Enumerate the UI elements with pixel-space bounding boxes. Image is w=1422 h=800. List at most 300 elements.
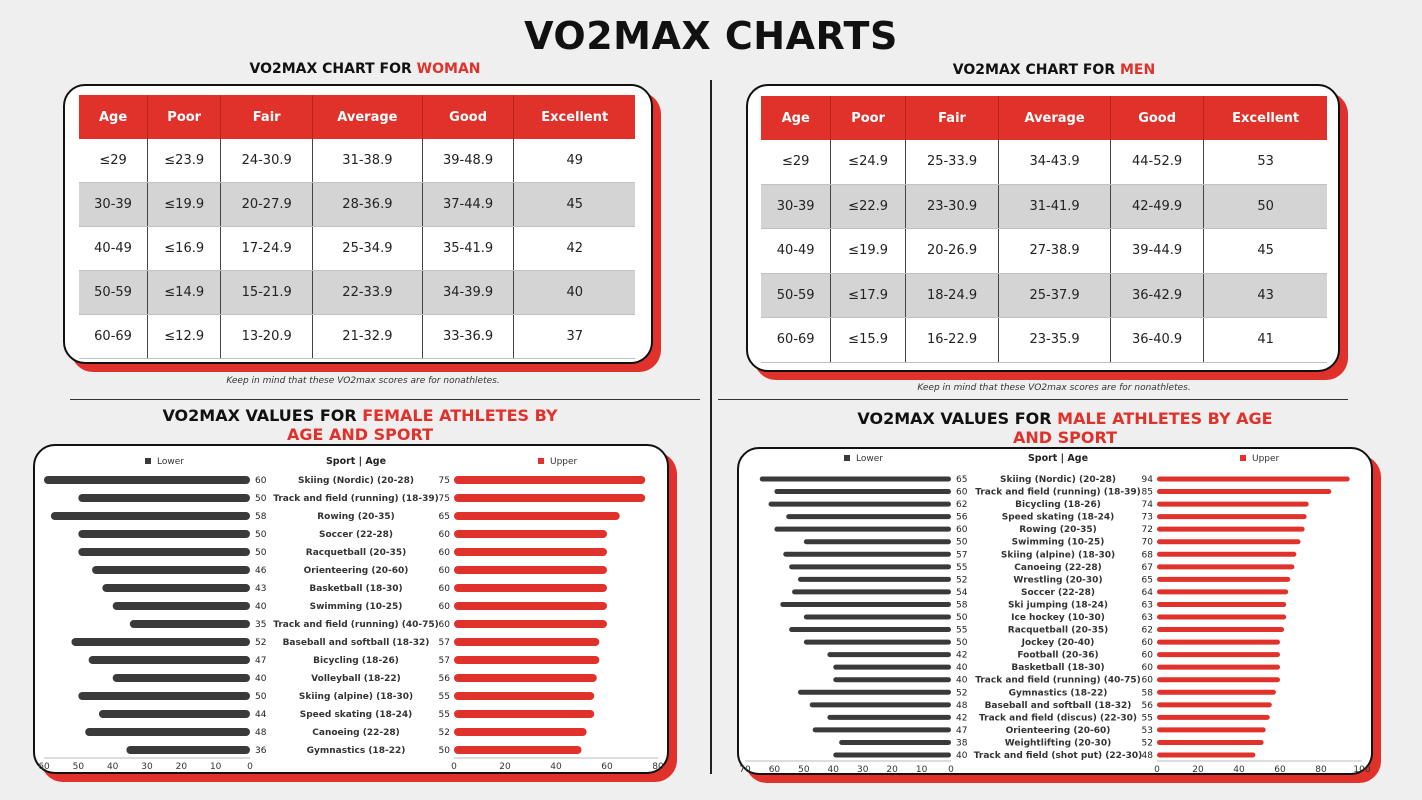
upper-bar — [1157, 552, 1296, 557]
upper-bar — [454, 566, 607, 574]
upper-bar — [1157, 489, 1331, 494]
table-cell: 25-33.9 — [905, 140, 998, 184]
table-cell: ≤12.9 — [148, 315, 221, 359]
table-header-poor: Poor — [148, 95, 221, 139]
upper-bar — [454, 530, 607, 538]
lower-value-label: 40 — [956, 663, 968, 674]
upper-bar — [454, 602, 607, 610]
lower-value-label: 58 — [956, 600, 968, 611]
upper-bar — [454, 584, 607, 592]
upper-axis-tick: 60 — [601, 762, 613, 772]
table-cell: 15-21.9 — [221, 271, 313, 315]
lower-value-label: 58 — [255, 512, 267, 522]
lower-value-label: 55 — [956, 625, 968, 636]
upper-bar — [1157, 665, 1280, 670]
table-cell: 13-20.9 — [221, 315, 313, 359]
center-divider — [710, 80, 712, 774]
lower-bar — [78, 548, 250, 556]
table-header-age: Age — [79, 95, 148, 139]
table-cell: ≤29 — [79, 139, 148, 183]
table-cell: 30-39 — [79, 183, 148, 227]
female-chart-title — [60, 406, 660, 444]
upper-value-label: 75 — [438, 494, 450, 504]
lower-value-label: 65 — [956, 475, 968, 485]
category-label: Bicycling (18-26) — [1015, 500, 1101, 511]
lower-bar — [833, 665, 951, 670]
lower-bar — [85, 728, 250, 736]
lower-bar — [113, 674, 250, 682]
table-cell: ≤23.9 — [148, 139, 221, 183]
lower-value-label: 54 — [956, 587, 968, 598]
lower-bar — [792, 589, 951, 594]
lower-axis-tick: 50 — [798, 765, 810, 775]
upper-axis-tick: 20 — [1192, 765, 1204, 775]
upper-bar — [1157, 690, 1276, 695]
table-cell: ≤19.9 — [831, 229, 906, 274]
lower-axis-tick: 0 — [247, 762, 253, 772]
category-label: Racquetball (20-35) — [305, 548, 407, 558]
center-header: Sport | Age — [1027, 453, 1089, 464]
lower-bar — [126, 746, 250, 754]
lower-value-label: 48 — [255, 728, 267, 738]
category-label: Track and field (running) (40-75) — [975, 675, 1141, 686]
lower-value-label: 50 — [956, 638, 968, 649]
lower-bar — [798, 690, 951, 695]
page-title: VO2MAX CHARTS — [524, 14, 898, 58]
legend-upper-swatch — [1240, 455, 1246, 461]
table-cell: 40-49 — [761, 229, 831, 274]
upper-bar — [1157, 564, 1294, 569]
lower-bar — [789, 627, 951, 632]
upper-axis-tick: 80 — [652, 762, 664, 772]
table-row — [79, 227, 635, 271]
table-cell: 31-41.9 — [999, 184, 1111, 229]
men-title-prefix: VO2MAX CHART FOR — [952, 62, 1120, 78]
upper-bar — [1157, 740, 1264, 745]
table-cell: 35-41.9 — [422, 227, 514, 271]
table-cell: 45 — [514, 183, 635, 227]
table-cell: ≤22.9 — [831, 184, 906, 229]
lower-axis-tick: 70 — [739, 765, 751, 775]
category-label: Track and field (running) (40-75) — [273, 620, 439, 630]
lower-value-label: 40 — [255, 602, 267, 612]
category-label: Skiing (alpine) (18-30) — [298, 692, 414, 702]
table-cell: 21-32.9 — [313, 315, 423, 359]
upper-bar — [454, 728, 587, 736]
upper-value-label: 70 — [1141, 537, 1153, 548]
lower-bar — [833, 677, 951, 682]
table-header-excellent: Excellent — [1204, 96, 1327, 140]
table-header-fair: Fair — [905, 96, 998, 140]
category-label: Swimming (10-25) — [1011, 537, 1105, 548]
lower-value-label: 42 — [956, 713, 968, 724]
category-label: Track and field (discus) (22-30) — [979, 713, 1137, 724]
upper-value-label: 68 — [1141, 550, 1153, 561]
table-header-average: Average — [313, 95, 423, 139]
table-cell: 43 — [1204, 273, 1327, 318]
lower-value-label: 50 — [255, 692, 267, 702]
table-cell: 40 — [514, 271, 635, 315]
upper-value-label: 52 — [1141, 738, 1153, 749]
upper-axis-tick: 40 — [550, 762, 562, 772]
center-header: Sport | Age — [325, 456, 387, 467]
lower-value-label: 52 — [956, 575, 968, 586]
lower-bar — [804, 539, 951, 544]
upper-value-label: 60 — [1141, 675, 1153, 686]
table-cell: ≤19.9 — [148, 183, 221, 227]
men-table-title — [750, 62, 1358, 78]
table-cell: 45 — [1204, 229, 1327, 274]
category-label: Speed skating (18-24) — [1001, 512, 1115, 523]
lower-bar — [839, 740, 951, 745]
category-label: Track and field (running) (18-39) — [975, 487, 1141, 498]
table-row — [761, 140, 1327, 184]
upper-value-label: 56 — [1141, 700, 1153, 711]
table-header-average: Average — [999, 96, 1111, 140]
category-label: Track and field (shot put) (22-30) — [973, 751, 1143, 761]
upper-value-label: 55 — [438, 692, 450, 702]
lower-value-label: 50 — [956, 537, 968, 548]
category-label: Baseball and softball (18-32) — [282, 638, 430, 648]
legend-lower-swatch — [844, 455, 850, 461]
lower-axis-tick: 60 — [38, 762, 50, 772]
lower-value-label: 50 — [255, 548, 267, 558]
table-cell: 24-30.9 — [221, 139, 313, 183]
table-cell: 53 — [1204, 140, 1327, 184]
lower-value-label: 62 — [956, 500, 968, 511]
lower-bar — [78, 530, 250, 538]
lower-bar — [102, 584, 250, 592]
lower-bar — [760, 477, 951, 482]
upper-bar — [1157, 589, 1288, 594]
category-label: Speed skating (18-24) — [299, 710, 413, 720]
category-label: Volleyball (18-22) — [311, 674, 401, 684]
category-label: Ice hockey (10-30) — [1011, 613, 1105, 623]
lower-bar — [783, 552, 951, 557]
lower-axis-tick: 0 — [948, 765, 954, 775]
upper-value-label: 58 — [1141, 688, 1153, 699]
upper-value-label: 55 — [1141, 713, 1153, 724]
table-cell: 23-30.9 — [905, 184, 998, 229]
upper-value-label: 73 — [1141, 512, 1153, 523]
female-title-highlight-1: FEMALE ATHLETES BY — [362, 406, 558, 425]
upper-value-label: 94 — [1141, 475, 1153, 485]
upper-bar — [454, 692, 594, 700]
table-cell: 37-44.9 — [422, 183, 514, 227]
upper-bar — [454, 638, 599, 646]
upper-value-label: 60 — [438, 620, 450, 630]
lower-value-label: 40 — [956, 675, 968, 686]
lower-bar — [113, 602, 250, 610]
upper-value-label: 56 — [438, 674, 450, 684]
male-title-highlight-1: MALE ATHLETES BY AGE — [1057, 409, 1273, 428]
upper-bar — [454, 512, 620, 520]
lower-axis-tick: 40 — [106, 762, 119, 772]
lower-value-label: 56 — [956, 512, 968, 523]
table-header-good: Good — [1110, 96, 1203, 140]
female-athletes-chart — [20, 440, 680, 780]
table-cell: 18-24.9 — [905, 273, 998, 318]
lower-value-label: 47 — [956, 725, 968, 736]
upper-value-label: 72 — [1141, 525, 1153, 536]
table-cell: 34-39.9 — [422, 271, 514, 315]
lower-bar — [51, 512, 250, 520]
table-row — [761, 318, 1327, 363]
upper-value-label: 60 — [1141, 663, 1153, 674]
upper-value-label: 60 — [438, 548, 450, 558]
category-label: Orienteering (20-60) — [1005, 725, 1111, 736]
lower-value-label: 60 — [255, 476, 267, 486]
category-label: Ski jumping (18-24) — [1007, 600, 1109, 611]
upper-bar — [1157, 652, 1280, 657]
right-divider — [718, 399, 1348, 400]
category-label: Canoeing (22-28) — [1014, 562, 1102, 573]
lower-bar — [92, 566, 250, 574]
lower-axis-tick: 60 — [768, 765, 781, 775]
woman-note: Keep in mind that these VO2max scores are for nonathletes. — [226, 376, 500, 386]
upper-bar — [454, 620, 607, 628]
category-label: Orienteering (20-60) — [303, 566, 409, 576]
upper-value-label: 74 — [1141, 500, 1153, 511]
male-athletes-chart — [720, 440, 1380, 780]
lower-axis-tick: 30 — [141, 762, 153, 772]
category-label: Weightlifting (20-30) — [1004, 738, 1112, 749]
lower-bar — [780, 602, 951, 607]
category-label: Soccer (22-28) — [1020, 587, 1096, 598]
table-cell: 23-35.9 — [999, 318, 1111, 363]
lower-bar — [833, 753, 951, 758]
upper-value-label: 55 — [438, 710, 450, 720]
category-label: Rowing (20-35) — [317, 512, 395, 522]
table-cell: 41 — [1204, 318, 1327, 363]
table-row — [761, 273, 1327, 318]
upper-bar — [1157, 615, 1286, 620]
table-cell: 50 — [1204, 184, 1327, 229]
table-cell: ≤16.9 — [148, 227, 221, 271]
table-cell: 50-59 — [761, 273, 831, 318]
table-cell: 30-39 — [761, 184, 831, 229]
lower-bar — [804, 615, 951, 620]
table-cell: ≤15.9 — [831, 318, 906, 363]
table-cell: ≤24.9 — [831, 140, 906, 184]
woman-title-prefix: VO2MAX CHART FOR — [249, 61, 417, 77]
upper-value-label: 48 — [1141, 751, 1153, 761]
table-cell: 31-38.9 — [313, 139, 423, 183]
lower-bar — [89, 656, 250, 664]
upper-bar — [454, 710, 594, 718]
category-label: Baseball and softball (18-32) — [984, 700, 1132, 711]
category-label: Skiing (alpine) (18-30) — [1000, 550, 1116, 561]
lower-bar — [810, 702, 951, 707]
table-cell: 20-27.9 — [221, 183, 313, 227]
table-cell: 27-38.9 — [999, 229, 1111, 274]
lower-value-label: 50 — [956, 613, 968, 623]
upper-value-label: 62 — [1141, 625, 1153, 636]
lower-value-label: 40 — [956, 751, 968, 761]
men-note: Keep in mind that these VO2max scores are for nonathletes. — [917, 383, 1191, 393]
lower-value-label: 60 — [956, 487, 968, 498]
category-label: Swimming (10-25) — [309, 602, 403, 612]
category-label: Racquetball (20-35) — [1007, 625, 1109, 636]
men-title-highlight: MEN — [1119, 62, 1156, 78]
lower-bar — [78, 692, 250, 700]
category-label: Basketball (18-30) — [1011, 663, 1105, 674]
upper-axis-tick: 100 — [1353, 765, 1371, 775]
upper-value-label: 60 — [438, 530, 450, 540]
lower-bar — [827, 652, 951, 657]
category-label: Skiing (Nordic) (20-28) — [999, 475, 1117, 485]
woman-vo2max-table — [79, 95, 635, 359]
lower-value-label: 36 — [255, 746, 267, 756]
lower-value-label: 43 — [255, 584, 267, 594]
table-cell: 49 — [514, 139, 635, 183]
lower-bar — [774, 527, 951, 532]
table-cell: 40-49 — [79, 227, 148, 271]
table-header-poor: Poor — [831, 96, 906, 140]
category-label: Soccer (22-28) — [318, 530, 394, 540]
upper-value-label: 67 — [1141, 562, 1153, 573]
upper-value-label: 65 — [1141, 575, 1153, 586]
lower-value-label: 50 — [255, 494, 267, 504]
legend-lower-label: Lower — [157, 457, 184, 467]
left-divider — [70, 399, 700, 400]
lower-value-label: 50 — [255, 530, 267, 540]
upper-bar — [1157, 577, 1290, 582]
upper-value-label: 57 — [438, 638, 450, 648]
table-row — [79, 271, 635, 315]
lower-bar — [786, 514, 951, 519]
table-cell: 60-69 — [79, 315, 148, 359]
lower-axis-tick: 10 — [915, 765, 928, 775]
legend-upper-label: Upper — [1252, 454, 1280, 464]
legend-lower-label: Lower — [856, 454, 883, 464]
lower-value-label: 38 — [956, 738, 968, 749]
table-row — [79, 139, 635, 183]
table-cell: 16-22.9 — [905, 318, 998, 363]
lower-bar — [789, 564, 951, 569]
table-cell: 44-52.9 — [1110, 140, 1203, 184]
female-title-prefix: VO2MAX VALUES FOR — [162, 406, 363, 425]
table-cell: 36-42.9 — [1110, 273, 1203, 318]
table-cell: 37 — [514, 315, 635, 359]
table-cell: 22-33.9 — [313, 271, 423, 315]
female-title-highlight-2: AGE AND SPORT — [286, 425, 433, 444]
upper-value-label: 75 — [438, 476, 450, 486]
lower-value-label: 44 — [255, 710, 267, 720]
upper-bar — [454, 476, 645, 484]
upper-value-label: 85 — [1141, 487, 1153, 498]
upper-bar — [454, 674, 597, 682]
upper-value-label: 60 — [438, 566, 450, 576]
upper-bar — [454, 494, 645, 502]
category-label: Jockey (20-40) — [1021, 638, 1095, 649]
category-label: Football (20-36) — [1017, 650, 1099, 661]
table-cell: 60-69 — [761, 318, 831, 363]
table-cell: 36-40.9 — [1110, 318, 1203, 363]
upper-bar — [454, 746, 582, 754]
lower-bar — [99, 710, 250, 718]
upper-value-label: 64 — [1141, 587, 1153, 598]
upper-bar — [1157, 753, 1255, 758]
upper-bar — [454, 656, 599, 664]
table-cell: 28-36.9 — [313, 183, 423, 227]
upper-value-label: 60 — [1141, 650, 1153, 661]
lower-bar — [769, 502, 951, 507]
lower-bar — [78, 494, 250, 502]
lower-value-label: 47 — [255, 656, 267, 666]
lower-value-label: 57 — [956, 550, 968, 561]
lower-value-label: 35 — [255, 620, 267, 630]
lower-value-label: 52 — [255, 638, 267, 648]
table-cell: 42 — [514, 227, 635, 271]
lower-bar — [827, 715, 951, 720]
lower-value-label: 40 — [255, 674, 267, 684]
upper-value-label: 60 — [438, 584, 450, 594]
table-cell: ≤14.9 — [148, 271, 221, 315]
category-label: Gymnastics (18-22) — [306, 746, 406, 756]
upper-bar — [1157, 477, 1350, 482]
table-cell: ≤17.9 — [831, 273, 906, 318]
upper-axis-tick: 80 — [1315, 765, 1327, 775]
table-cell: 20-26.9 — [905, 229, 998, 274]
lower-value-label: 42 — [956, 650, 968, 661]
upper-bar — [1157, 677, 1280, 682]
category-label: Basketball (18-30) — [309, 584, 403, 594]
lower-bar — [813, 727, 951, 732]
upper-bar — [1157, 715, 1270, 720]
upper-bar — [1157, 602, 1286, 607]
upper-bar — [1157, 627, 1284, 632]
category-label: Rowing (20-35) — [1019, 525, 1097, 536]
table-row — [761, 184, 1327, 229]
upper-bar — [1157, 640, 1280, 645]
table-cell: 25-34.9 — [313, 227, 423, 271]
upper-value-label: 53 — [1141, 725, 1153, 736]
lower-bar — [44, 476, 250, 484]
table-row — [79, 315, 635, 359]
category-label: Canoeing (22-28) — [312, 728, 400, 738]
upper-axis-tick: 20 — [499, 762, 511, 772]
upper-value-label: 60 — [1141, 638, 1153, 649]
category-label: Wrestling (20-30) — [1013, 575, 1103, 586]
lower-axis-tick: 30 — [856, 765, 869, 775]
lower-axis-tick: 20 — [175, 762, 188, 772]
upper-axis-tick: 60 — [1274, 765, 1286, 775]
lower-axis-tick: 10 — [209, 762, 222, 772]
table-row — [79, 183, 635, 227]
lower-bar — [774, 489, 951, 494]
table-header-excellent: Excellent — [514, 95, 635, 139]
category-label: Track and field (running) (18-39) — [273, 494, 439, 504]
upper-bar — [1157, 539, 1301, 544]
table-cell: 39-48.9 — [422, 139, 514, 183]
lower-bar — [130, 620, 250, 628]
upper-value-label: 63 — [1141, 613, 1153, 623]
table-cell: 39-44.9 — [1110, 229, 1203, 274]
lower-value-label: 46 — [255, 566, 267, 576]
upper-value-label: 63 — [1141, 600, 1153, 611]
lower-axis-tick: 50 — [72, 762, 85, 772]
legend-lower-swatch — [145, 458, 151, 464]
male-title-prefix: VO2MAX VALUES FOR — [857, 409, 1058, 428]
lower-axis-tick: 20 — [886, 765, 898, 775]
table-header-good: Good — [422, 95, 514, 139]
upper-axis-tick: 0 — [451, 762, 457, 772]
table-cell: 25-37.9 — [999, 273, 1111, 318]
table-cell: 42-49.9 — [1110, 184, 1203, 229]
lower-bar — [798, 577, 951, 582]
upper-value-label: 65 — [438, 512, 450, 522]
